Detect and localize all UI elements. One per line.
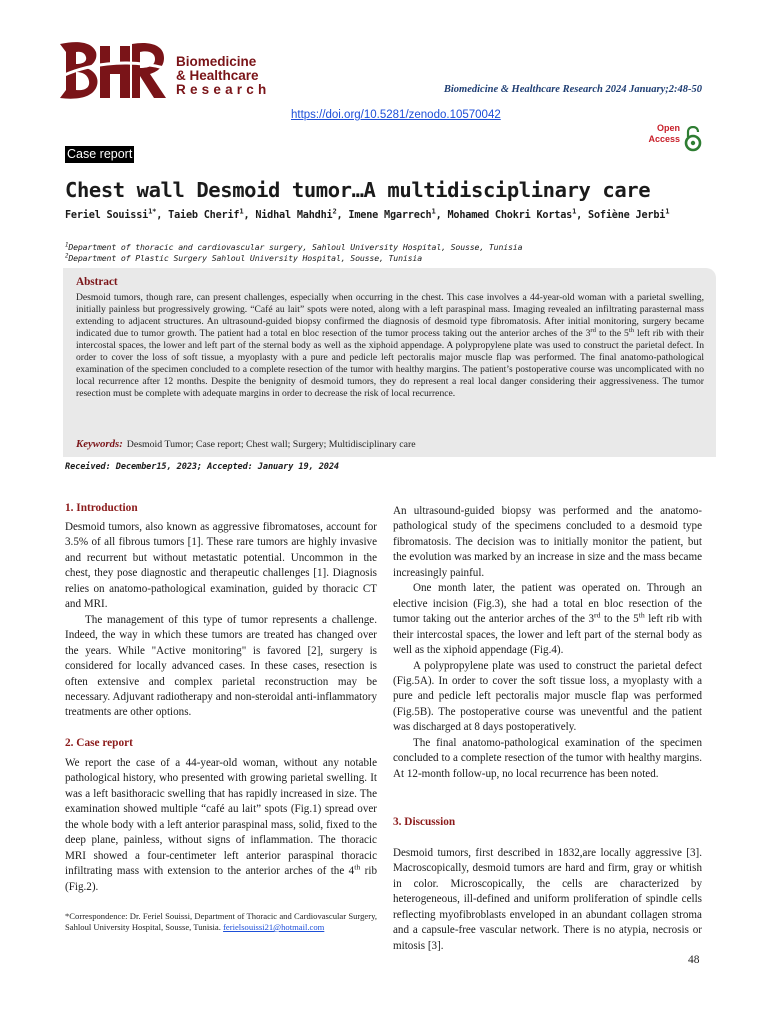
open-access-line-2: Access (648, 134, 680, 144)
correspondence-email-link[interactable]: ferielsouissi21@hotmail.com (223, 921, 325, 932)
brand-line-3: Research (176, 82, 271, 97)
paragraph: The final anatomo-pathological examination of the specimen concluded to a complete resection of the tumor with healthy margins. At 12-month follow-up, no local recurrence has been noted. (393, 736, 702, 780)
keywords-list: Desmoid Tumor; Case report; Chest wall; Surgery; Multidisciplinary care (126, 439, 416, 450)
abstract-heading: Abstract (76, 276, 118, 288)
brand-line-1: Biomedicine (176, 54, 257, 69)
journal-reference: Biomedicine & Healthcare Research 2024 January;2:48-50 (443, 84, 702, 95)
doi-link[interactable]: https://doi.org/10.5281/zenodo.10570042 (291, 109, 501, 121)
affiliation-1: $^1$Department of thoracic and cardiovascular surgery, Sahloul University Hospital, Sousse, Tunisia (65, 242, 523, 252)
author-name: Sofiène Jerbi (588, 210, 666, 221)
author-name: Taieb Cherif (168, 210, 240, 221)
keywords (76, 438, 416, 450)
article-type-badge: Case report (67, 147, 133, 161)
paragraph: A polypropylene plate was used to construct the parietal defect (Fig.5A). In order to cover the soft tissue loss, a myoplasty with a pure and pedicle left pectoralis major muscle flap was performed (Fig.5B). The postoperative course was uneventful and the patient was discharged at 8 days postoperatively. (393, 659, 702, 734)
correspondence-footnote (65, 911, 377, 933)
paragraph: Desmoid tumors, first described in 1832,are locally aggressive [3]. Macroscopically, desmoid tumors are hard and firm, gray or whitish in color. Microscopically, the cells are characterized by heterogeneous, ill-defined and uniform proliferation of spindle cells reflecting myofibroblasts enveloped in an abundant collagen stroma and a capsule-free vascular network. There is no atypia, necrosis or mitosis [3]. (393, 847, 702, 952)
paragraph: The management of this type of tumor represents a challenge. Indeed, the way in which these tumors are treated has changed over the years. While "Active monitoring" is favored [2], surgery is considered for locally advanced cases. In these cases, resection is often extensive and complex parietal reconstruction may be necessary. Adjuvant radiotherapy and non-steroidal anti-inflammatory treatments are other options. (65, 613, 377, 719)
abstract-text: Desmoid tumors, though rare, can present challenges, especially when occurring in the chest. This case involves a 44-year-old woman with a parietal swelling, initially painless but progressively growing. “Café au lait” spots were noted, along with a left paraspinal mass. Imaging revealed an infiltrating parasternal mass extending to adjacent structures. An ultrasound-guided biopsy confirmed the diagnosis of desmoid type fibromatosis. After initial monitoring, surgery became indicated due to tumor growth. The patient had a total en bloc resection of the tumor process taking out the anterior arches of the 3rd to the 5th left rib with their intercostal spaces, the lower and left part of the sternal body as well as the xiphoid appendage. A polypropylene plate was used to construct the parietal defect. In order to cover the loss of soft tissue, a myoplasty with a pure and pedicle left pectoralis major muscle flap was performed. The final anatomo-pathological examination of the specimen concluded to a complete resection of the tumor with healthy margins. The patient’s postoperative course was uncomplicated with no local recurrence after 12 months. Despite the benignity of desmoid tumors, they do represent a real local danger considering their aggressiveness. The tumor resection must be complete with adequate margins in order to decrease the risk of local recurrence. (76, 292, 704, 399)
open-access-label (648, 123, 680, 145)
section-heading-discussion: 3. Discussion (393, 816, 456, 828)
author-name: Imene Mgarrech (348, 210, 432, 221)
paragraph: We report the case of a 44-year-old woman, without any notable pathological history, who presented with growing parietal swelling. It was a left basithoracic swelling that has rapidly increased in size. The examination showed multiple “café au lait” spots (Fig.1) spread over the whole body with a left anterior paraspinal mass, solid, fixed to the deep plane, painless, without signs of inflammation. The thoracic MRI showed a four-centimeter left anterior paraspinal thoracic infiltrating mass with extension to the anterior arches of the 4th rib (Fig.2). (65, 757, 377, 893)
paragraph: One month later, the patient was operated on. Through an elective incision (Fig.3), she had a total en bloc resection of the tumor taking out the anterior arches of the 3rd to the 5th left rib with their intercostal spaces, the lower and left part of the sternal body as well as the xiphoid appendage (Fig.4). (393, 582, 702, 657)
correspondence-text: *Correspondence: Dr. Feriel Souissi, Department of Thoracic and Cardiovascular Surgery, Sahloul University Hospital, Sousse, Tunisia. (65, 911, 377, 932)
introduction-text (65, 520, 377, 721)
author-affiliation-marker: 2 (332, 206, 337, 216)
author-list: Feriel Souissi$^{1*}$, Taieb Cherif$^1$, Nidhal Mahdhi$^2$, Imene Mgarrech$^1$, Mohamed Chokri Kortas$^1$, Sofiène Jerbi$^1$ (65, 206, 670, 221)
author-affiliation-marker: 1 (572, 206, 577, 216)
affiliation-2: $^2$Department of Plastic Surgery Sahloul University Hospital, Sousse, Tunisia (65, 253, 422, 263)
author-name: Nidhal Mahdhi (255, 210, 333, 221)
article-title: Chest wall Desmoid tumor…A multidisciplinary care (65, 178, 651, 202)
author-affiliation-marker: 1 (431, 206, 436, 216)
author-affiliation-marker: 1* (148, 206, 157, 216)
author-name: Mohamed Chokri Kortas (447, 210, 573, 221)
article-dates: Received: December15, 2023; Accepted: January 19, 2024 (65, 462, 339, 472)
open-access-lock-icon (683, 126, 703, 152)
open-access-line-1: Open (656, 123, 680, 133)
keywords-label: Keywords: (76, 438, 123, 450)
discussion-text (393, 846, 702, 954)
section-heading-introduction: 1. Introduction (65, 502, 138, 514)
journal-brand (176, 55, 270, 97)
case-report-continued (393, 504, 702, 782)
author-affiliation-marker: 1 (239, 206, 244, 216)
author-name: Feriel Souissi (65, 210, 149, 221)
section-heading-case-report: 2. Case report (65, 737, 133, 749)
case-report-text (65, 756, 377, 895)
paragraph: Desmoid tumors, also known as aggressive fibromatoses, account for 3.5% of all fibrous tumors [1]. These rare tumors are highly invasive and recurrent but without metastatic potential. Uncommon in the chest, they pose diagnostic and therapeutic challenges [1]. Diagnosis relies on anatomo-pathological examination, guided by thoracic CT and MRI. (65, 521, 377, 611)
paragraph: An ultrasound-guided biopsy was performed and the anatomo-pathological study of the specimens concluded to a desmoid type fibromatosis. The decision was to initially monitor the patient, but the evolution was marked by an increase in size and the mass became increasingly painful. (393, 505, 702, 579)
journal-logo (56, 38, 168, 102)
brand-line-2: & Healthcare (176, 68, 259, 83)
page-number: 48 (688, 954, 700, 966)
author-affiliation-marker: 1 (665, 206, 670, 216)
